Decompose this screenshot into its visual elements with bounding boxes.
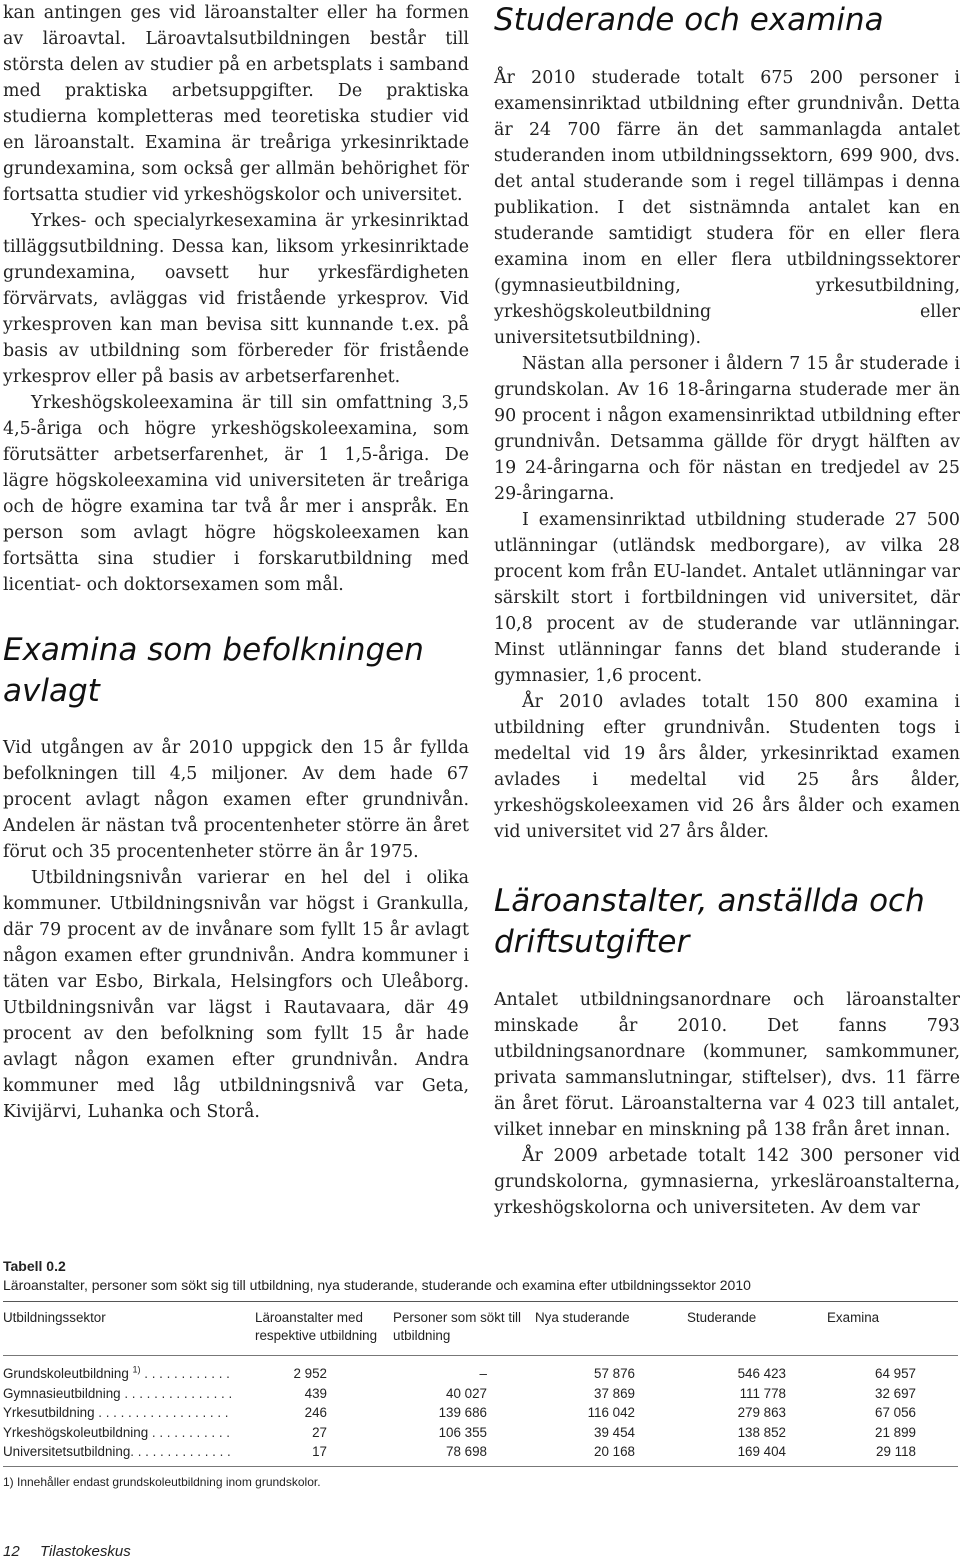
column-header: Studerande	[687, 1310, 757, 1325]
table-cell: 32 697	[875, 1385, 916, 1401]
table-cell: 40 027	[446, 1385, 487, 1401]
row-label: Gymnasieutbildning	[3, 1385, 121, 1401]
dot-leader: . . . . . . . . . . . . . . .	[120, 1385, 233, 1401]
table-cell: 246	[304, 1405, 327, 1421]
row-label-cell	[3, 1384, 251, 1404]
left-column	[3, 0, 469, 1125]
row-label-cell	[3, 1442, 251, 1462]
table-number: Tabell 0.2	[3, 1258, 66, 1274]
table-row	[3, 1384, 958, 1404]
table-cell: 106 355	[438, 1424, 487, 1440]
row-label: Universitetsutbildning	[3, 1444, 131, 1460]
dot-leader: . . . . . . . . . . . .	[140, 1366, 230, 1381]
table-cell: 2 952	[293, 1366, 327, 1381]
paragraph: Vid utgången av år 2010 uppgick den 15 år fyllda befolkningen till 4,5 miljoner. Av dem hade 67 procent avlagt någon examen efter grundnivån. Andelen är nästan två procentenheter större än året förut och 35 procentenheter större än år 1975.	[3, 738, 469, 862]
column-header: Examina	[827, 1310, 880, 1325]
table-cell: 139 686	[438, 1405, 487, 1421]
row-label: Grundskoleutbildning	[3, 1366, 129, 1381]
table-cell: 546 423	[737, 1366, 786, 1381]
table-cell: 57 876	[594, 1366, 635, 1381]
table-body	[3, 1364, 958, 1462]
table-row	[3, 1364, 958, 1384]
row-label: Yrkesutbildning	[3, 1405, 95, 1421]
table-bottom-rule	[3, 1466, 958, 1467]
paragraph: År 2009 arbetade totalt 142 300 personer vid grundskolorna, gymnasierna, yrkesläroanstalterna, yrkeshögskolorna och universiteten. Av dem var	[494, 1146, 960, 1218]
paragraph: År 2010 studerade totalt 675 200 personer i examensinriktad utbildning efter grundnivån. Detta är 24 700 färre än det sammanlagda antalet studeranden inom utbildningssektorn, 699 900, dvs. det antal studerande som i regel tillämpas i denna publikation. I det sistnämnda antalet kan en studerande samtidigt studera för en eller flera examina inom en eller flera utbildningssektorer (gymnasieutbildning, yrkesutbildning, yrkeshögskoleutbildning eller universitetsutbildning).	[494, 68, 960, 348]
dot-leader: . . . . . . . . . . .	[148, 1424, 231, 1440]
table-caption: Läroanstalter, personer som sökt sig till utbildning, nya studerande, studerande och examina efter utbildningssektor 2010	[3, 1277, 751, 1293]
table-cell: 78 698	[446, 1444, 487, 1460]
row-label: Yrkeshögskoleutbildning	[3, 1424, 149, 1440]
table-cell: 64 957	[875, 1366, 916, 1381]
table-section	[3, 1258, 958, 1489]
table-cell: 116 042	[587, 1405, 635, 1421]
section-heading: Studerande och examina	[494, 2, 884, 38]
paragraph: Yrkeshögskoleexamina är till sin omfattning 3,5 4,5-åriga och högre yrkeshögskoleexamina, som förutsätter arbetserfarenhet, är 1 1,5-åriga. De lägre högskoleexamina vid universiteten är treåriga och de högre examina tar två år mer i anspråk. En person som avlagt högre högskoleexamen kan fortsätta sina studier i forskarutbildning med licentiat- och doktorsexamen som mål.	[3, 393, 469, 595]
paragraph: Nästan alla personer i åldern 7 15 år studerade i grundskolan. Av 16 18-åringarna studerade mer än 90 procent i någon examensinriktad utbildning efter grundnivån. Detsamma gällde för drygt hälften av 19 24-åringarna och för nästan en tredjedel av 25 29-åringarna.	[494, 354, 960, 504]
table-cell: 67 056	[875, 1405, 916, 1421]
row-label-cell	[3, 1423, 251, 1443]
table-row	[3, 1423, 958, 1443]
column-header: Läroanstalter med respektive utbildning	[255, 1310, 378, 1343]
column-header: Utbildningssektor	[3, 1310, 106, 1325]
table-cell: 21 899	[875, 1424, 916, 1440]
table-footnote: 1) Innehåller endast grundskoleutbildning inom grundskolor.	[3, 1474, 321, 1489]
table-cell: 439	[304, 1385, 327, 1401]
table-cell: 39 454	[594, 1424, 635, 1440]
dot-leader: . . . . . . . . . . . . . . . . . .	[94, 1405, 229, 1421]
table-cell: 27	[312, 1424, 327, 1440]
row-label-cell	[3, 1364, 251, 1384]
table-header-row	[3, 1302, 958, 1356]
right-column	[494, 0, 960, 1221]
page-number: 12	[3, 1543, 20, 1560]
page-footer	[3, 1543, 131, 1560]
column-header: Personer som sökt till utbildning	[393, 1310, 521, 1343]
table-cell: 111 778	[739, 1385, 786, 1401]
paragraph: kan antingen ges vid läroanstalter eller ha formen av läroavtal. Läroavtalsutbildningen består till största delen av studier på en arbetsplats i samband med praktiska arbetsuppgifter. De praktiska studierna kompletteras med teoretiska studier vid en läroanstalt. Examina är treåriga yrkesinriktade grundexamina, som också ger allmän behörighet för fortsatta studier vid yrkeshögskolor och universitet.	[3, 3, 469, 205]
column-header: Nya studerande	[535, 1310, 630, 1325]
dot-leader: . . . . . . . . . . . . . .	[130, 1444, 231, 1460]
paragraph: Yrkes- och specialyrkesexamina är yrkesinriktad tilläggsutbildning. Dessa kan, liksom yrkesinriktade grundexamina, oavsett hur yrkesfärdigheten förvärvats, avläggas vid fristående yrkesprov. Vid yrkesproven kan man bevisa sitt kunnande t.ex. på basis av utbildning som förbereder för fristående yrkesprov eller på basis av arbetserfarenhet.	[3, 211, 469, 387]
table-cell: 17	[312, 1444, 327, 1460]
section-heading: Examina som befolkningen avlagt	[3, 632, 424, 709]
paragraph: Utbildningsnivån varierar en hel del i olika kommuner. Utbildningsnivån var högst i Grankulla, där 79 procent av de invånare som fyllt 15 år avlagt någon examen efter grundnivån. Andra kommuner i täten var Esbo, Birkala, Helsingfors och Uleåborg. Utbildningsnivån var lägst i Rautavaara, där 49 procent av den befolkning som fyllt 15 år hade avlagt någon examen efter grundnivån. Andra kommuner med låg utbildningsnivå var Geta, Kivijärvi, Luhanka och Storå.	[3, 868, 469, 1122]
table-cell: –	[479, 1366, 487, 1381]
publisher-name: Tilastokeskus	[40, 1543, 131, 1560]
footnote-marker: 1)	[132, 1364, 141, 1375]
table-row	[3, 1442, 958, 1462]
row-label-cell	[3, 1403, 251, 1423]
paragraph: År 2010 avlades totalt 150 800 examina i utbildning efter grundnivån. Studenten togs i medeltal vid 19 års ålder, yrkesinriktad examen avlades i medeltal vid 25 års ålder, yrkeshögskoleexamen vid 26 års ålder och examen vid universitet vid 27 års ålder.	[494, 692, 960, 842]
table-cell: 20 168	[594, 1444, 635, 1460]
table-cell: 279 863	[737, 1405, 786, 1421]
table-cell: 138 852	[737, 1424, 786, 1440]
section-heading: Läroanstalter, anställda och driftsutgifter	[494, 883, 925, 960]
paragraph: I examensinriktad utbildning studerade 27 500 utlänningar (utländsk medborgare), av vilka 28 procent kom från EU-landet. Antalet utlänningar var särskilt stort i fortbildningen vid universitet, där 10,8 procent av de studerande var utlänningar. Minst utlänningar fanns det bland studerande i gymnasier, 1,6 procent.	[494, 510, 960, 686]
table-cell: 169 404	[737, 1444, 786, 1460]
data-table	[3, 1302, 958, 1462]
table-cell: 37 869	[594, 1385, 635, 1401]
table-row	[3, 1403, 958, 1423]
table-cell: 29 118	[876, 1444, 916, 1460]
paragraph: Antalet utbildningsanordnare och läroanstalter minskade år 2010. Det fanns 793 utbildningsanordnare (kommuner, samkommuner, privata sammanslutningar, stiftelser), dvs. 11 färre än året förut. Läroanstalterna var 4 023 till antalet, vilket innebar en minskning på 138 från året innan.	[494, 990, 960, 1140]
